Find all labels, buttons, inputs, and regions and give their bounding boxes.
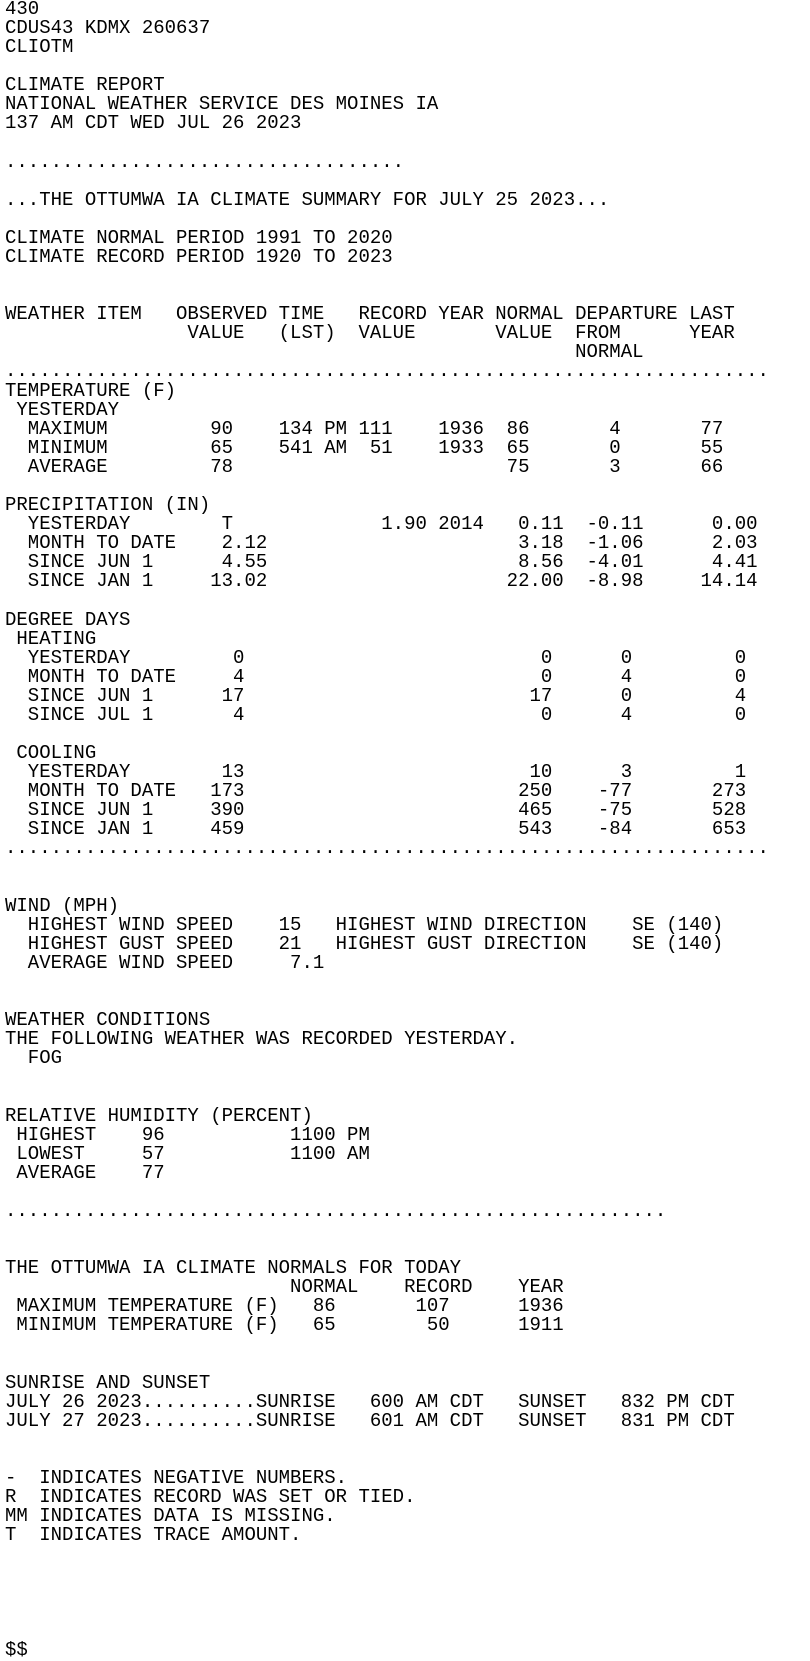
report-line: AVERAGE 77 [5, 1161, 165, 1184]
report-line: THE FOLLOWING WEATHER WAS RECORDED YESTERDAY. [5, 1028, 519, 1051]
report-line: SINCE JUL 1 4 0 4 0 [5, 703, 747, 726]
report-line: AVERAGE WIND SPEED 7.1 [5, 951, 325, 974]
report-line: HEATING [5, 627, 97, 650]
report-line: R INDICATES RECORD WAS SET OR TIED. [5, 1486, 416, 1509]
report-line [5, 1335, 810, 1354]
report-line: CLIMATE RECORD PERIOD 1920 TO 2023 [5, 246, 393, 269]
report-line: VALUE (LST) VALUE VALUE FROM YEAR [5, 322, 735, 345]
report-line [5, 973, 810, 992]
report-line: WEATHER ITEM OBSERVED TIME RECORD YEAR NORMAL DEPARTURE LAST [5, 303, 735, 326]
report-line [5, 1087, 810, 1106]
report-line: YESTERDAY 13 10 3 1 [5, 761, 747, 784]
report-line: 137 AM CDT WED JUL 26 2023 [5, 112, 302, 135]
report-line [5, 591, 810, 610]
report-line [5, 859, 810, 878]
report-line: MONTH TO DATE 173 250 -77 273 [5, 780, 747, 803]
report-line: TEMPERATURE (F) [5, 379, 177, 402]
report-line: HIGHEST 96 1100 PM [5, 1123, 370, 1146]
report-line [5, 725, 810, 744]
report-line: HIGHEST WIND SPEED 15 HIGHEST WIND DIRECTION SE (140) [5, 913, 724, 936]
report-line [5, 1545, 810, 1564]
report-line [5, 1564, 810, 1583]
report-line: MONTH TO DATE 4 0 4 0 [5, 665, 747, 688]
report-line: NATIONAL WEATHER SERVICE DES MOINES IA [5, 93, 439, 116]
report-line: SINCE JUN 1 390 465 -75 528 [5, 799, 747, 822]
report-line: YESTERDAY T 1.90 2014 0.11 -0.11 0.00 [5, 513, 758, 536]
report-line: NORMAL [5, 341, 644, 364]
report-line: - INDICATES NEGATIVE NUMBERS. [5, 1467, 348, 1490]
report-line: CDUS43 KDMX 260637 [5, 17, 211, 40]
report-line: JULY 26 2023..........SUNRISE 600 AM CDT SUNSET 832 PM CDT [5, 1390, 735, 1413]
report-line: RELATIVE HUMIDITY (PERCENT) [5, 1104, 313, 1127]
report-line [5, 1355, 810, 1374]
report-line: MAXIMUM TEMPERATURE (F) 86 107 1936 [5, 1295, 564, 1318]
report-line [5, 1431, 810, 1450]
report-line: DEGREE DAYS [5, 608, 131, 631]
report-line [5, 1068, 810, 1087]
report-line: SINCE JAN 1 459 543 -84 653 [5, 818, 747, 841]
report-line: JULY 27 2023..........SUNRISE 601 AM CDT SUNSET 831 PM CDT [5, 1409, 735, 1432]
report-line: MONTH TO DATE 2.12 3.18 -1.06 2.03 [5, 532, 758, 555]
report-line: WIND (MPH) [5, 894, 120, 917]
report-line: NORMAL RECORD YEAR [5, 1276, 564, 1299]
report-line [5, 1622, 810, 1641]
report-line: SUNRISE AND SUNSET [5, 1371, 211, 1394]
report-line: ................................................................... [5, 837, 769, 860]
report-line: CLIMATE REPORT [5, 74, 165, 97]
report-line: MINIMUM 65 541 AM 51 1933 65 0 55 [5, 436, 724, 459]
report-line: SINCE JUN 1 4.55 8.56 -4.01 4.41 [5, 551, 758, 574]
report-line [5, 1221, 810, 1240]
report-line [5, 878, 810, 897]
report-line: THE OTTUMWA IA CLIMATE NORMALS FOR TODAY [5, 1257, 462, 1280]
report-line: LOWEST 57 1100 AM [5, 1142, 370, 1165]
report-line: YESTERDAY 0 0 0 0 [5, 646, 747, 669]
report-line: AVERAGE 78 75 3 66 [5, 455, 724, 478]
report-line: FOG [5, 1047, 63, 1070]
report-line: WEATHER CONDITIONS [5, 1009, 211, 1032]
report-line: CLIOTM [5, 36, 74, 59]
report-line: 430 [5, 0, 40, 20]
report-line: HIGHEST GUST SPEED 21 HIGHEST GUST DIRECTION SE (140) [5, 932, 724, 955]
report-line: $$ [5, 1638, 28, 1661]
report-line: YESTERDAY [5, 398, 120, 421]
report-line: ...THE OTTUMWA IA CLIMATE SUMMARY FOR JULY 25 2023... [5, 188, 610, 211]
report-line [5, 134, 810, 153]
report-line: MINIMUM TEMPERATURE (F) 65 50 1911 [5, 1314, 564, 1337]
report-line: T INDICATES TRACE AMOUNT. [5, 1524, 302, 1547]
report-line: ................................... [5, 150, 405, 173]
report-line: CLIMATE NORMAL PERIOD 1991 TO 2020 [5, 226, 393, 249]
report-line: SINCE JAN 1 13.02 22.00 -8.98 14.14 [5, 570, 758, 593]
report-line: COOLING [5, 742, 97, 765]
report-line [5, 1603, 810, 1622]
report-line: .......................................................... [5, 1199, 667, 1222]
report-line: MM INDICATES DATA IS MISSING. [5, 1505, 336, 1528]
report-line: SINCE JUN 1 17 17 0 4 [5, 684, 747, 707]
report-line: PRECIPITATION (IN) [5, 494, 211, 517]
report-line: MAXIMUM 90 134 PM 111 1936 86 4 77 [5, 417, 724, 440]
report-line: ................................................................... [5, 360, 769, 383]
report-line [5, 1583, 810, 1602]
report-line [5, 172, 810, 191]
report-line [5, 267, 810, 286]
